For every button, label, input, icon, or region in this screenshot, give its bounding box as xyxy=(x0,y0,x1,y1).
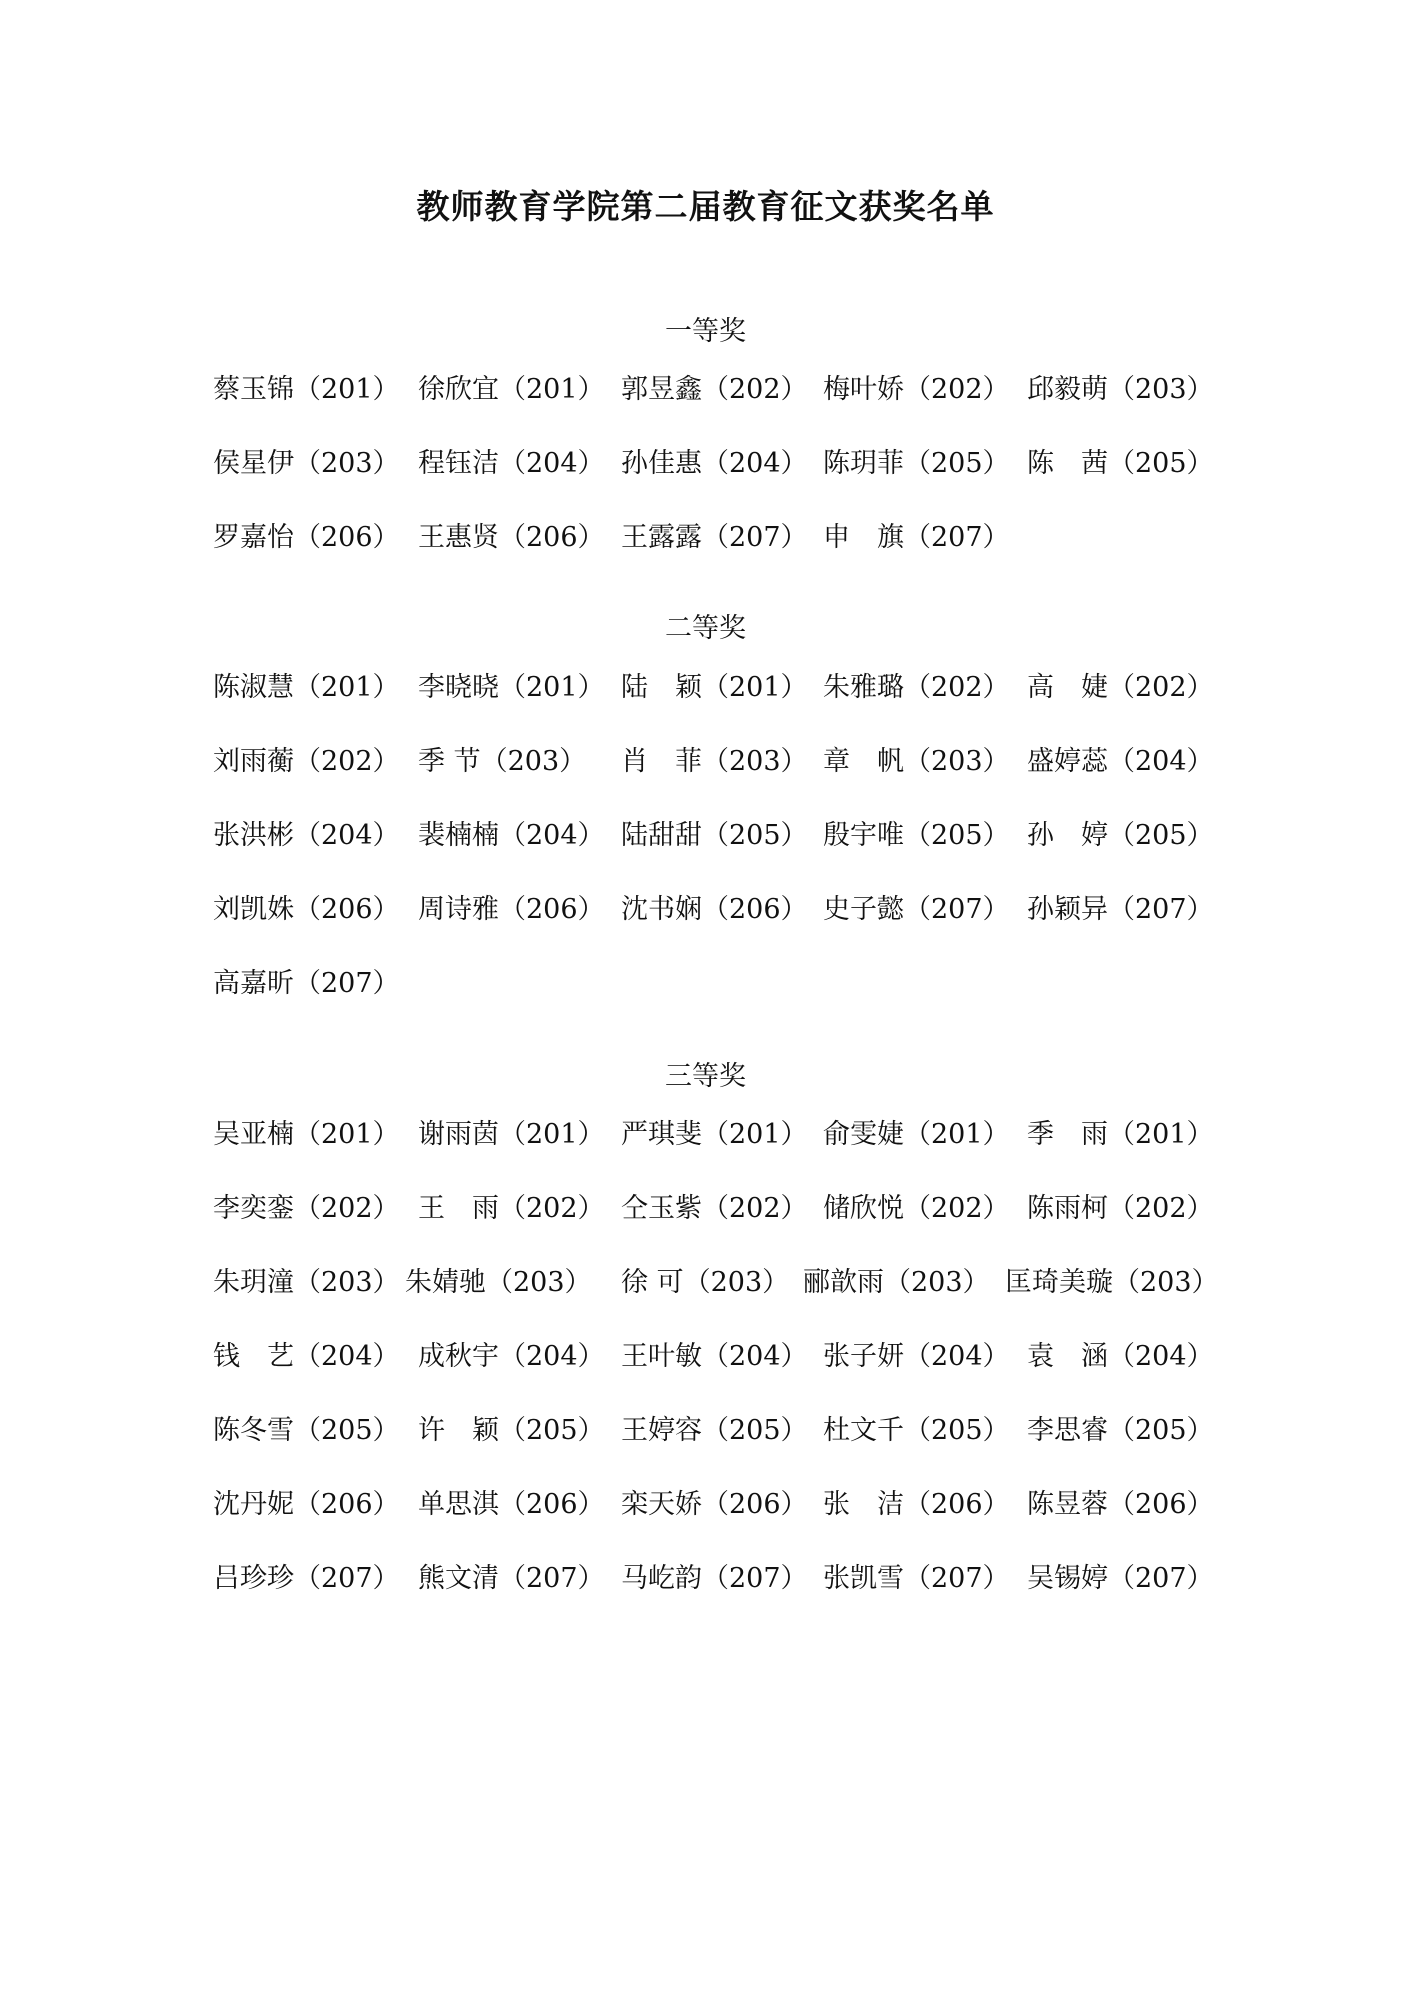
award-entry: 朱婧驰（203） xyxy=(405,1267,592,1298)
name-row xyxy=(213,370,1218,444)
award-entry: 裴楠楠（204） xyxy=(418,820,605,851)
award-entry: 季 雨（201） xyxy=(1027,1119,1214,1150)
name-row xyxy=(213,1485,1218,1559)
name-row xyxy=(213,1411,1218,1485)
award-entry: 章 帆（203） xyxy=(823,746,1010,777)
award-entry: 栾天娇（206） xyxy=(621,1489,808,1520)
award-entry: 陈淑慧（201） xyxy=(213,672,400,703)
award-entry: 侯星伊（203） xyxy=(213,448,400,479)
award-entry: 谢雨茵（201） xyxy=(418,1119,605,1150)
award-entry: 罗嘉怡（206） xyxy=(213,522,400,553)
name-row xyxy=(213,444,1218,518)
document-title: 教师教育学院第二届教育征文获奖名单 xyxy=(416,187,995,226)
award-entry: 盛婷蕊（204） xyxy=(1027,746,1214,777)
award-entry: 朱玥潼（203） xyxy=(213,1267,400,1298)
name-row xyxy=(213,1263,1218,1337)
award-entry: 申 旗（207） xyxy=(823,522,1010,553)
award-entry: 王惠贤（206） xyxy=(418,522,605,553)
name-row xyxy=(213,1337,1218,1411)
award-entry: 陈冬雪（205） xyxy=(213,1415,400,1446)
award-entry: 梅叶娇（202） xyxy=(823,374,1010,405)
award-entry: 吕珍珍（207） xyxy=(213,1563,400,1594)
name-row xyxy=(213,742,1218,816)
award-entry: 王 雨（202） xyxy=(418,1193,605,1224)
award-entry: 张子妍（204） xyxy=(823,1341,1010,1372)
third-prize-list xyxy=(213,1115,1218,1633)
section-heading-third-prize: 三等奖 xyxy=(665,1061,746,1092)
name-row xyxy=(213,668,1218,742)
name-row xyxy=(213,1115,1218,1189)
award-entry: 成秋宇（204） xyxy=(418,1341,605,1372)
second-prize-list xyxy=(213,668,1218,1038)
award-entry: 肖 菲（203） xyxy=(621,746,808,777)
award-entry: 沈书娴（206） xyxy=(621,894,808,925)
award-entry: 仝玉紫（202） xyxy=(621,1193,808,1224)
award-entry: 储欣悦（202） xyxy=(823,1193,1010,1224)
award-entry: 严琪斐（201） xyxy=(621,1119,808,1150)
award-entry: 王叶敏（204） xyxy=(621,1341,808,1372)
name-row xyxy=(213,1559,1218,1633)
award-entry: 单思淇（206） xyxy=(418,1489,605,1520)
section-heading-second-prize: 二等奖 xyxy=(665,613,746,644)
award-entry: 杜文千（205） xyxy=(823,1415,1010,1446)
award-entry: 张洪彬（204） xyxy=(213,820,400,851)
award-entry: 高 婕（202） xyxy=(1027,672,1214,703)
award-entry: 郦歆雨（203） xyxy=(803,1267,990,1298)
award-entry: 蔡玉锦（201） xyxy=(213,374,400,405)
award-entry: 邱毅萌（203） xyxy=(1027,374,1214,405)
award-entry: 马屹韵（207） xyxy=(621,1563,808,1594)
award-entry: 徐欣宜（201） xyxy=(418,374,605,405)
award-entry: 李奕銮（202） xyxy=(213,1193,400,1224)
award-entry: 季 节（203） xyxy=(418,746,587,777)
award-entry: 袁 涵（204） xyxy=(1027,1341,1214,1372)
name-row xyxy=(213,964,1218,1038)
award-entry: 张凯雪（207） xyxy=(823,1563,1010,1594)
award-entry: 熊文清（207） xyxy=(418,1563,605,1594)
award-entry: 刘雨蘅（202） xyxy=(213,746,400,777)
first-prize-list xyxy=(213,370,1218,592)
award-entry: 刘凯姝（206） xyxy=(213,894,400,925)
award-entry: 王露露（207） xyxy=(621,522,808,553)
name-row xyxy=(213,890,1218,964)
award-entry: 郭昱鑫（202） xyxy=(621,374,808,405)
award-entry: 周诗雅（206） xyxy=(418,894,605,925)
award-entry: 陈雨柯（202） xyxy=(1027,1193,1214,1224)
award-entry: 许 颖（205） xyxy=(418,1415,605,1446)
award-entry: 吴亚楠（201） xyxy=(213,1119,400,1150)
award-entry: 陈 茜（205） xyxy=(1027,448,1214,479)
award-entry: 孙颖异（207） xyxy=(1027,894,1214,925)
award-entry: 孙 婷（205） xyxy=(1027,820,1214,851)
award-entry: 程钰洁（204） xyxy=(418,448,605,479)
award-entry: 陈昱蓉（206） xyxy=(1027,1489,1214,1520)
award-entry: 李晓晓（201） xyxy=(418,672,605,703)
award-entry: 孙佳惠（204） xyxy=(621,448,808,479)
award-entry: 吴锡婷（207） xyxy=(1027,1563,1214,1594)
award-entry: 匡琦美璇（203） xyxy=(1005,1267,1219,1298)
award-entry: 王婷容（205） xyxy=(621,1415,808,1446)
award-entry: 高嘉昕（207） xyxy=(213,968,400,999)
award-entry: 史子懿（207） xyxy=(823,894,1010,925)
award-entry: 俞雯婕（201） xyxy=(823,1119,1010,1150)
award-entry: 殷宇唯（205） xyxy=(823,820,1010,851)
award-entry: 钱 艺（204） xyxy=(213,1341,400,1372)
award-entry: 徐 可（203） xyxy=(621,1267,790,1298)
award-entry: 张 洁（206） xyxy=(823,1489,1010,1520)
section-heading-first-prize: 一等奖 xyxy=(665,316,746,347)
award-entry: 陆甜甜（205） xyxy=(621,820,808,851)
award-entry: 陈玥菲（205） xyxy=(823,448,1010,479)
award-entry: 沈丹妮（206） xyxy=(213,1489,400,1520)
name-row xyxy=(213,518,1218,592)
award-entry: 朱雅璐（202） xyxy=(823,672,1010,703)
name-row xyxy=(213,816,1218,890)
award-entry: 李思睿（205） xyxy=(1027,1415,1214,1446)
name-row xyxy=(213,1189,1218,1263)
award-entry: 陆 颖（201） xyxy=(621,672,808,703)
